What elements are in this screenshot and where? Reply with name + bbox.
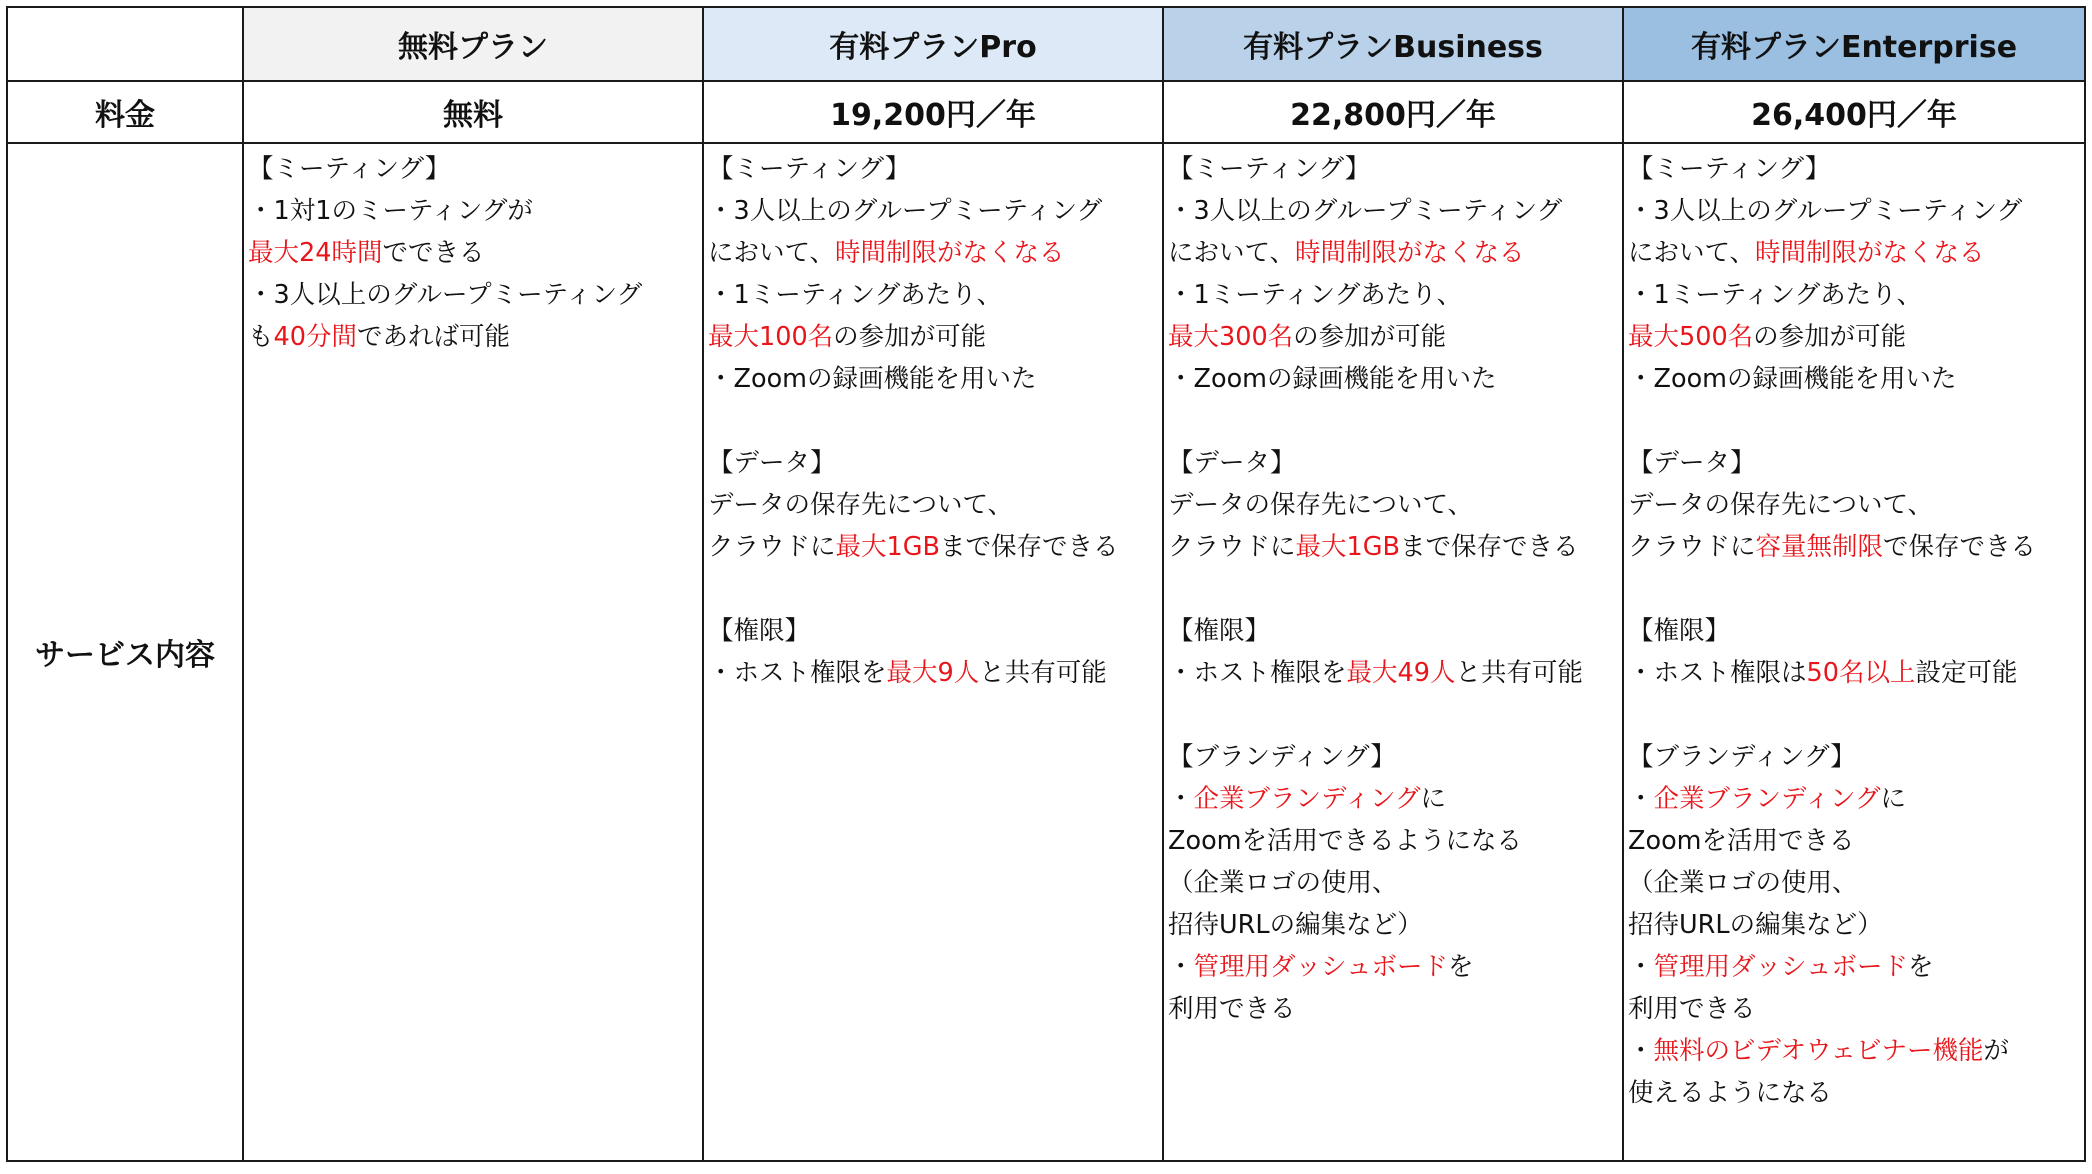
service-line [1168, 778, 1622, 820]
service-text: クラウドに [708, 532, 836, 562]
service-text: クラウドに [1168, 532, 1296, 562]
service-pro-content [704, 144, 1162, 694]
service-text: ・ホスト権限を [1168, 658, 1347, 688]
service-enterprise-content [1624, 144, 2084, 1114]
service-line [708, 274, 1162, 316]
service-line [248, 316, 702, 358]
highlight-text: 最大24時間 [248, 238, 383, 268]
highlight-text: 50名以上 [1806, 658, 1916, 688]
service-text: ・ホスト権限は [1628, 658, 1807, 688]
service-text: Zoomを活用できる [1628, 826, 1855, 856]
service-line [1628, 652, 2084, 694]
service-text: において、 [708, 238, 835, 268]
service-line [1628, 358, 2084, 400]
service-text: ・ [1168, 784, 1194, 814]
corner-cell [7, 7, 243, 81]
service-pro [703, 143, 1163, 1161]
service-line [1168, 568, 1622, 610]
price-free: 無料 [243, 81, 703, 143]
price-label: 料金 [7, 81, 243, 143]
service-line [708, 652, 1162, 694]
service-line [1628, 190, 2084, 232]
service-line [1168, 736, 1622, 778]
header-enterprise-plan: 有料プランEnterprise [1623, 7, 2085, 81]
service-line [1168, 484, 1622, 526]
service-line [1628, 778, 2084, 820]
service-line [1628, 316, 2084, 358]
service-line [708, 190, 1162, 232]
service-line [1628, 862, 2084, 904]
service-line [1628, 442, 2084, 484]
service-text: ・Zoomの録画機能を用いた [708, 364, 1037, 394]
service-line [1168, 946, 1622, 988]
service-text: データの保存先について、 [1628, 490, 1933, 520]
service-row [7, 143, 2085, 1161]
service-line [1628, 904, 2084, 946]
service-text: ・ [1168, 952, 1194, 982]
service-line [708, 484, 1162, 526]
highlight-text: 時間制限がなくなる [1295, 238, 1525, 268]
service-text: 設定可能 [1915, 658, 2018, 688]
service-line [1168, 820, 1622, 862]
service-text: （企業ロゴの使用、 [1628, 868, 1858, 898]
service-line [708, 442, 1162, 484]
service-line [1168, 904, 1622, 946]
highlight-text: 無料のビデオウェビナー機能 [1653, 1036, 1984, 1066]
service-text: 【データ】 [708, 448, 836, 478]
service-text: ・3人以上のグループミーティング [1168, 196, 1563, 226]
service-text: 【権限】 [708, 616, 811, 646]
service-line [1628, 232, 2084, 274]
service-line [1168, 862, 1622, 904]
service-line [1168, 526, 1622, 568]
service-line [1168, 316, 1622, 358]
service-text: において、 [1168, 238, 1295, 268]
service-text: 【ブランディング】 [1168, 742, 1396, 772]
service-text: 利用できる [1628, 994, 1756, 1024]
service-text: に [1420, 784, 1446, 814]
service-text: 【データ】 [1168, 448, 1296, 478]
service-line [1168, 148, 1622, 190]
service-text: を [1908, 952, 1934, 982]
service-line [1168, 358, 1622, 400]
highlight-text: 最大1GB [835, 532, 940, 562]
header-business-plan: 有料プランBusiness [1163, 7, 1623, 81]
service-line [1628, 736, 2084, 778]
highlight-text: 企業ブランディング [1193, 784, 1421, 814]
price-business: 22,800円／年 [1163, 81, 1623, 143]
service-text: ・ [1628, 952, 1654, 982]
service-line [1628, 694, 2084, 736]
service-text: クラウドに [1628, 532, 1756, 562]
price-enterprise: 26,400円／年 [1623, 81, 2085, 143]
service-text: で保存できる [1883, 532, 2037, 562]
service-line [1168, 652, 1622, 694]
service-text: 【ミーティング】 [248, 154, 451, 184]
service-text: ・1ミーティングあたり、 [708, 280, 1003, 310]
service-text: データの保存先について、 [1168, 490, 1473, 520]
service-line [1628, 400, 2084, 442]
service-text: を [1448, 952, 1474, 982]
service-text: に [1880, 784, 1906, 814]
service-text: も [248, 322, 274, 352]
service-text: ・ [1628, 784, 1654, 814]
service-line [1168, 442, 1622, 484]
header-row [7, 7, 2085, 81]
service-text: ・ホスト権限を [708, 658, 887, 688]
highlight-text: 時間制限がなくなる [1755, 238, 1985, 268]
highlight-text: 管理用ダッシュボード [1653, 952, 1909, 982]
service-text: まで保存できる [940, 532, 1119, 562]
service-text: ・1対1のミーティングが [248, 196, 533, 226]
service-text: において、 [1628, 238, 1755, 268]
service-text: であれば可能 [356, 322, 510, 352]
highlight-text: 最大49人 [1346, 658, 1456, 688]
service-line [708, 610, 1162, 652]
price-pro: 19,200円／年 [703, 81, 1163, 143]
highlight-text: 容量無制限 [1755, 532, 1884, 562]
service-text: の参加が可能 [833, 322, 987, 352]
service-free [243, 143, 703, 1161]
service-text: まで保存できる [1400, 532, 1579, 562]
service-text: ・1ミーティングあたり、 [1168, 280, 1463, 310]
service-text: 【ミーティング】 [1168, 154, 1371, 184]
service-text: 使えるようになる [1628, 1078, 1833, 1108]
service-text: 【ブランディング】 [1628, 742, 1856, 772]
service-line [708, 316, 1162, 358]
service-text: と共有可能 [979, 658, 1107, 688]
service-text: ・1ミーティングあたり、 [1628, 280, 1923, 310]
service-text: 招待URLの編集など） [1168, 910, 1423, 940]
service-line [1168, 190, 1622, 232]
service-line [708, 526, 1162, 568]
service-label: サービス内容 [7, 143, 243, 1161]
highlight-text: 時間制限がなくなる [835, 238, 1065, 268]
service-text: 利用できる [1168, 994, 1296, 1024]
service-line [248, 232, 702, 274]
service-text: が [1983, 1036, 2010, 1066]
service-text: ・Zoomの録画機能を用いた [1168, 364, 1497, 394]
highlight-text: 最大100名 [708, 322, 834, 352]
service-text: の参加が可能 [1753, 322, 1907, 352]
service-text: （企業ロゴの使用、 [1168, 868, 1398, 898]
service-text: ・ [1628, 1036, 1654, 1066]
service-business [1163, 143, 1623, 1161]
service-text: でできる [382, 238, 485, 268]
highlight-text: 企業ブランディング [1653, 784, 1881, 814]
service-text: 【データ】 [1628, 448, 1756, 478]
service-line [1168, 988, 1622, 1030]
service-line [1628, 820, 2084, 862]
service-line [1168, 694, 1622, 736]
service-line [248, 148, 702, 190]
service-text: 【ミーティング】 [708, 154, 911, 184]
plan-comparison-sheet [6, 6, 2084, 1168]
service-text: 【ミーティング】 [1628, 154, 1831, 184]
plan-comparison-table [6, 6, 2086, 1162]
service-text: ・3人以上のグループミーティング [248, 280, 643, 310]
service-line [1168, 232, 1622, 274]
price-row [7, 81, 2085, 143]
header-pro-plan: 有料プランPro [703, 7, 1163, 81]
service-line [1628, 610, 2084, 652]
highlight-text: 最大9人 [886, 658, 980, 688]
service-line [708, 568, 1162, 610]
service-line [1628, 1030, 2084, 1072]
service-line [1628, 274, 2084, 316]
service-line [1168, 400, 1622, 442]
service-line [708, 232, 1162, 274]
service-line [1628, 568, 2084, 610]
service-line [708, 148, 1162, 190]
service-text: 招待URLの編集など） [1628, 910, 1883, 940]
service-free-content [244, 144, 702, 358]
service-line [708, 400, 1162, 442]
service-line [1628, 148, 2084, 190]
service-text: データの保存先について、 [708, 490, 1013, 520]
service-line [1628, 526, 2084, 568]
highlight-text: 管理用ダッシュボード [1193, 952, 1449, 982]
service-text: Zoomを活用できるようになる [1168, 826, 1523, 856]
service-line [1168, 610, 1622, 652]
service-text: 【権限】 [1168, 616, 1271, 646]
service-line [1628, 1072, 2084, 1114]
service-text: ・Zoomの録画機能を用いた [1628, 364, 1957, 394]
service-line [248, 274, 702, 316]
service-line [1628, 484, 2084, 526]
highlight-text: 最大1GB [1295, 532, 1400, 562]
service-text: の参加が可能 [1293, 322, 1447, 352]
service-text: ・3人以上のグループミーティング [708, 196, 1103, 226]
service-text: ・3人以上のグループミーティング [1628, 196, 2023, 226]
service-line [1168, 274, 1622, 316]
service-line [1628, 946, 2084, 988]
service-enterprise [1623, 143, 2085, 1161]
service-business-content [1164, 144, 1622, 1030]
service-line [708, 358, 1162, 400]
service-text: と共有可能 [1455, 658, 1583, 688]
highlight-text: 最大500名 [1628, 322, 1754, 352]
service-line [248, 190, 702, 232]
service-text: 【権限】 [1628, 616, 1731, 646]
header-free-plan: 無料プラン [243, 7, 703, 81]
highlight-text: 40分間 [273, 322, 357, 352]
highlight-text: 最大300名 [1168, 322, 1294, 352]
service-line [1628, 988, 2084, 1030]
